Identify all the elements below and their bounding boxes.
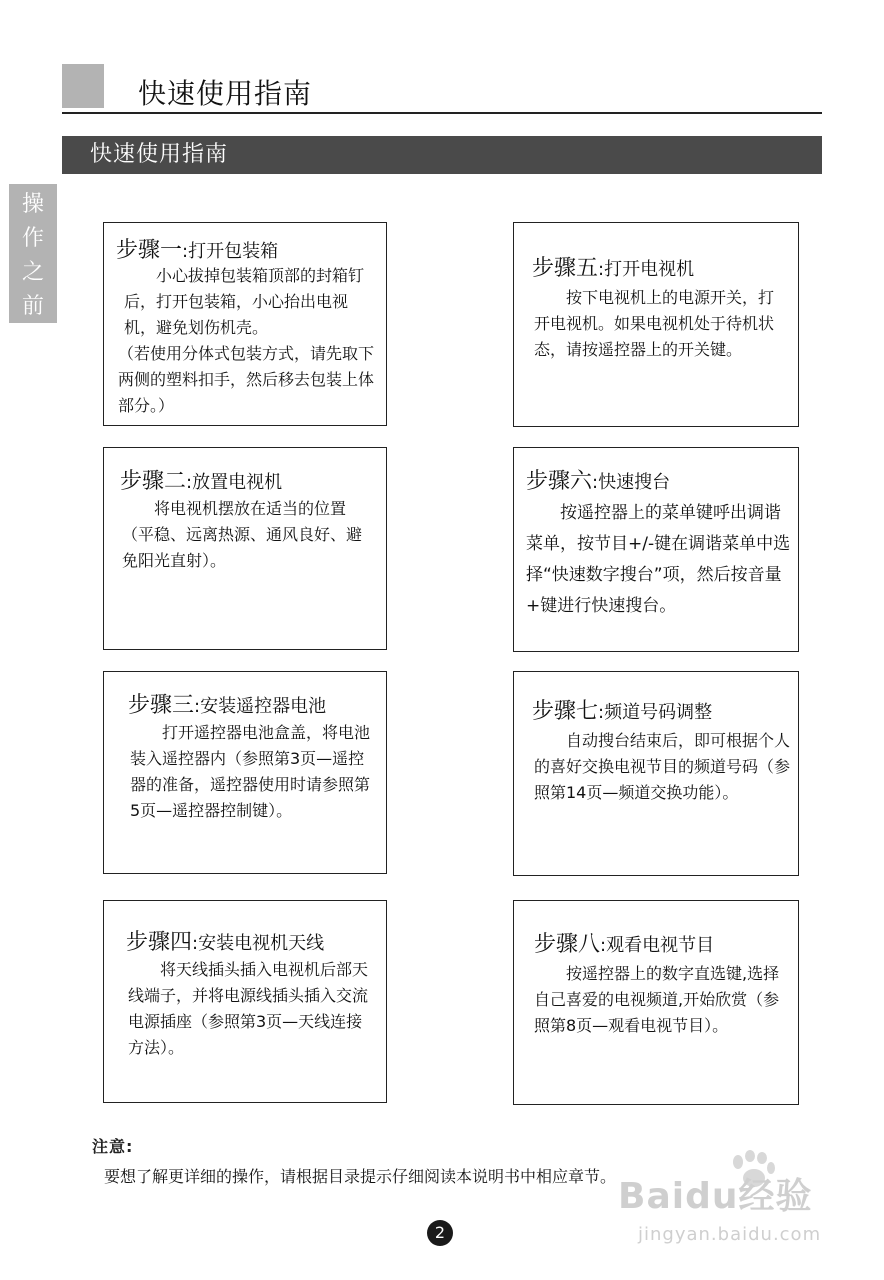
step-8-box: [513, 900, 799, 1105]
side-tab-char: 操: [21, 192, 44, 218]
step-6-body: 按遥控器上的菜单键呼出调谐菜单，按节目+/-键在调谐菜单中选择“快速数字搜台”项，然后按音量+键进行快速搜台。: [526, 503, 791, 616]
step-2-label: 步骤二: [120, 469, 187, 494]
step-8-title: [534, 927, 714, 958]
step-7-title: [532, 694, 712, 725]
section-title-bar: 快速使用指南: [62, 136, 822, 174]
watermark-logo: Baidu经验: [618, 1176, 813, 1217]
step-5-body: 按下电视机上的电源开关，打开电视机。如果电视机处于待机状态，请按遥控器上的开关键。: [534, 288, 775, 359]
step-4-heading: :安装电视机天线: [192, 933, 325, 954]
step-1-title: [116, 233, 278, 264]
step-2-heading: :放置电视机: [186, 472, 283, 493]
side-tab-char: 之: [21, 259, 44, 285]
step-2-body: 将电视机摆放在适当的位置（平稳、远离热源、通风良好、避免阳光直射）。: [122, 499, 363, 570]
step-4-label: 步骤四: [126, 930, 193, 955]
step-1-note: （若使用分体式包装方式，请先取下两侧的塑料扣手，然后移去包装上体部分。）: [118, 344, 375, 415]
page-header-title: 快速使用指南: [138, 77, 313, 110]
step-3-heading: :安装遥控器电池: [194, 696, 327, 717]
step-1-label: 步骤一: [116, 238, 183, 263]
page-number: 2: [427, 1220, 453, 1246]
step-6-box: [513, 447, 799, 652]
side-tab-char: 作: [21, 226, 44, 252]
step-3-box: [103, 671, 387, 874]
step-6-title: [526, 464, 670, 495]
step-7-label: 步骤七: [532, 699, 599, 724]
step-1-body: 小心拔掉包装箱顶部的封箱钉后，打开包装箱，小心抬出电视机，避免划伤机壳。: [124, 266, 365, 337]
step-7-box: [513, 671, 799, 876]
header-gray-square: [62, 64, 104, 108]
note-label: 注意:: [92, 1137, 134, 1156]
step-5-box: [513, 222, 799, 427]
note-text: 要想了解更详细的操作，请根据目录提示仔细阅读本说明书中相应章节。: [104, 1167, 617, 1186]
step-3-title: [128, 688, 326, 719]
baidu-watermark: [608, 1150, 838, 1250]
step-3-label: 步骤三: [128, 693, 195, 718]
header-divider: [62, 112, 822, 114]
watermark-url: jingyan.baidu.com: [638, 1224, 822, 1245]
step-5-heading: :打开电视机: [598, 259, 695, 280]
step-5-title: [532, 251, 694, 282]
step-6-heading: :快速搜台: [592, 472, 671, 493]
step-1-heading: :打开包装箱: [182, 241, 279, 262]
step-7-body: 自动搜台结束后，即可根据个人的喜好交换电视节目的频道号码（参照第14页—频道交换功能）。: [534, 731, 791, 802]
step-4-body: 将天线插头插入电视机后部天线端子，并将电源线插头插入交流电源插座（参照第3页—天线连接方法）。: [128, 960, 369, 1057]
step-4-box: [103, 900, 387, 1103]
step-8-heading: :观看电视节目: [600, 935, 715, 956]
step-4-title: [126, 925, 324, 956]
step-8-body: 按遥控器上的数字直选键,选择自己喜爱的电视频道,开始欣赏（参照第8页—观看电视节目）。: [534, 964, 780, 1035]
step-3-body: 打开遥控器电池盒盖，将电池装入遥控器内（参照第3页—遥控器的准备，遥控器使用时请参照第5页—遥控器控制键）。: [130, 723, 371, 820]
side-tab-before-operation: [9, 184, 57, 323]
step-5-label: 步骤五: [532, 256, 599, 281]
step-2-title: [120, 464, 282, 495]
step-8-label: 步骤八: [534, 932, 601, 957]
step-7-heading: :频道号码调整: [598, 702, 713, 723]
step-1-box: [103, 222, 387, 426]
side-tab-char: 前: [21, 293, 44, 319]
step-2-box: [103, 447, 387, 650]
step-6-label: 步骤六: [526, 469, 593, 494]
